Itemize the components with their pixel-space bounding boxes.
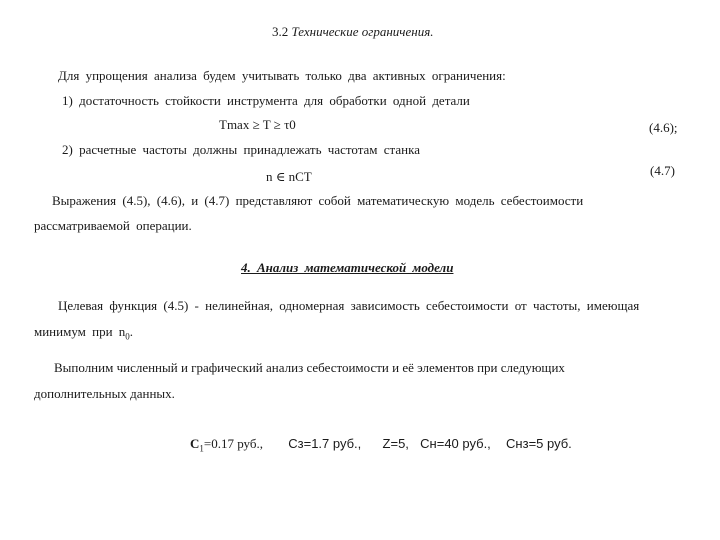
- analysis-heading: 4. Анализ математической модели: [241, 260, 454, 275]
- intro-text: Для упрощения анализа будем учитывать только два активных ограничения:: [58, 68, 506, 83]
- objective-paragraph-prefix: минимум при n: [34, 324, 126, 339]
- n-zero-subscript: 0: [125, 331, 130, 342]
- analysis-paragraph-line-1: Выполним численный и графический анализ себестоимости и её элементов при следующих: [54, 360, 565, 375]
- formula-4-6: Tmax ≥ T ≥ τ0: [219, 117, 296, 132]
- formula-4-7: n ∈ nCT: [266, 169, 312, 184]
- objective-paragraph-line-1: Целевая функция (4.5) - нелинейная, одномерная зависимость себестоимости от частоты, имеющая: [58, 298, 640, 313]
- formula-4-6-number: (4.6);: [649, 120, 678, 135]
- formula-4-7-number: (4.7): [650, 163, 675, 178]
- objective-paragraph-suffix: .: [129, 324, 134, 339]
- c1-subscript: 1: [199, 443, 204, 454]
- objective-paragraph-line-2: [34, 324, 133, 345]
- constraint-item-2: 2) расчетные частоты должны принадлежать частотам станка: [62, 142, 421, 157]
- cnz-value: Cнз=5 руб.: [506, 436, 572, 451]
- z-value: Z=5,: [382, 436, 409, 451]
- c1-label: C: [190, 436, 200, 451]
- c1-amount: =0.17 руб.,: [203, 436, 263, 451]
- constraint-item-1: 1) достаточность стойкости инструмента для обработки одной детали: [62, 93, 470, 108]
- cz-value: Cз=1.7 руб.,: [288, 436, 362, 451]
- model-paragraph-line-2: рассматриваемой операции.: [34, 218, 192, 233]
- section-heading: [272, 24, 433, 40]
- model-paragraph-line-1: Выражения (4.5), (4.6), и (4.7) представляют собой математическую модель себестоимости: [52, 193, 584, 208]
- analysis-paragraph-line-2: дополнительных данных.: [34, 386, 175, 401]
- cn-value: Cн=40 руб.,: [420, 436, 491, 451]
- c1-value: [190, 436, 263, 454]
- section-title: Технические ограничения.: [291, 24, 434, 39]
- initial-data-values: [190, 436, 572, 457]
- section-number: 3.2: [272, 24, 289, 39]
